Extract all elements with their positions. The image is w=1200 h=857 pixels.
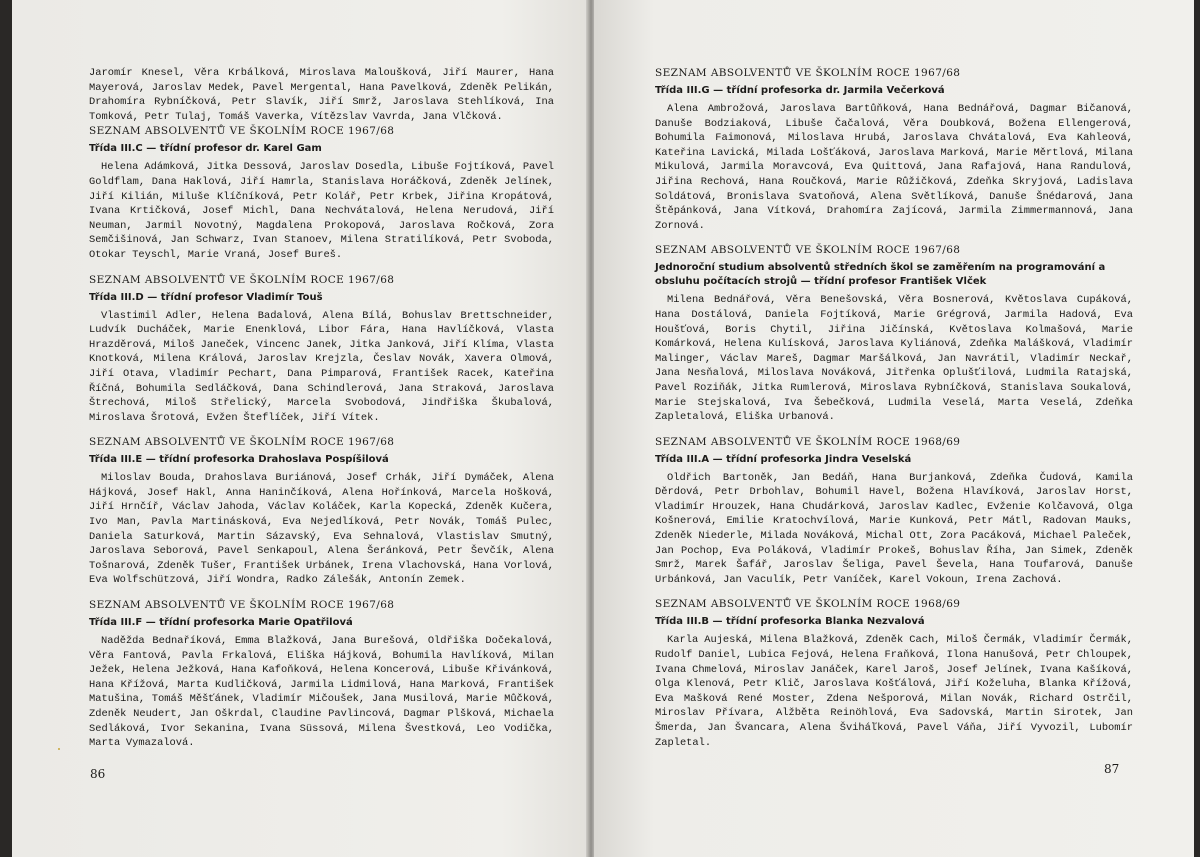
- section-1967-68-programming-course: [655, 243, 1133, 424]
- class-title: Jednoroční studium absolventů středních škol se zaměřením na programování a obsluhu počítacích strojů — třídní profesor František Vlček: [655, 262, 1106, 288]
- section-1967-68-class-g: [655, 66, 1133, 233]
- left-page-content: [89, 66, 554, 761]
- graduate-list: Alena Ambrožová, Jaroslava Bartůňková, Hana Bednářová, Dagmar Bičanová, Danuše Bodziaková, Libuše Čačalová, Věra Doubková, Božena Ellengerová, Bohumila Faimonová, Miloslava Hrubá, Jaroslava Chvátalová, Eva Kahleová, Kateřina Lavická, Milada Lošťáková, Jaroslava Marková, Marie Měrtlová, Milana Mikulová, Jarmila Moravcová, Eva Quittová, Jana Rafajová, Hana Randulová, Jiřina Rechová, Hana Roučková, Marie Růžičková, Zdeňka Skryjová, Ladislava Soldátová, Bronislava Svatoňová, Alena Světlíková, Danuše Šnédarová, Jana Štěpánková, Jana Vítková, Drahomíra Zajícová, Jarmila Zimmermannová, Jana Zornová.: [655, 103, 1133, 232]
- class-title: Třída III.F — třídní profesorka Marie Opatřilová: [89, 617, 353, 629]
- section-heading: SEZNAM ABSOLVENTŮ VE ŠKOLNÍM ROCE 1967/68: [89, 273, 395, 286]
- section-heading: SEZNAM ABSOLVENTŮ VE ŠKOLNÍM ROCE 1967/68: [655, 67, 961, 79]
- section-heading: SEZNAM ABSOLVENTŮ VE ŠKOLNÍM ROCE 1967/68: [89, 436, 395, 449]
- section-1967-68-class-f: [89, 598, 554, 751]
- section-1968-69-class-b: [655, 597, 1133, 750]
- class-title: Třída III.E — třídní profesorka Drahoslava Pospíšilová: [89, 454, 389, 466]
- graduate-list: Karla Aujeská, Milena Blažková, Zdeněk Cach, Miloš Čermák, Vladimír Čermák, Rudolf Daniel, Lubica Fejová, Helena Fraňková, Ilona Hanušová, Petr Chloupek, Ivana Chmelová, Miroslav Janáček, Karel Jaroš, Josef Jelínek, Ivana Kašíková, Olga Klenová, Petr Klič, Jaroslava Košťálová, Jiří Koželuha, Blanka Křížová, Eva Mašková René Moster, Zdena Nešporová, Milan Novák, Richard Ostrčil, Miroslav Přívara, Alžběta Reinöhlová, Eva Sadovská, Martin Sirotek, Jan Šmerda, Jan Švancara, Alena Šviháľková, Pavel Váňa, Jiří Vyvozil, Lubomír Zapletal.: [655, 634, 1133, 749]
- graduate-list: Miloslav Bouda, Drahoslava Buriánová, Josef Crhák, Jiří Dymáček, Alena Hájková, Josef Hakl, Anna Haninčíková, Alena Hořínková, Marcela Hošková, Jiří Hrnčíř, Václav Jahoda, Václav Koláček, Karla Kopecká, Zdeněk Kučera, Ivo Man, Pavla Martinásková, Eva Nejedlíková, Petr Novák, Tomáš Pulec, Daniela Saturková, Martin Sázavský, Eva Sehnalová, Vlastislav Smutný, Jaroslava Seborová, Pavel Senkapoul, Alena Šeránková, Petr Ševčík, Alena Tošnarová, Zdeněk Tušer, František Urbánek, Irena Vlachovská, Hana Vorlová, Eva Wolfschützová, Jiří Wondra, Radko Zálešák, Antonín Zemek.: [89, 472, 554, 587]
- section-1967-68-class-e: [89, 435, 554, 588]
- class-title: Třída III.C — třídní profesor dr. Karel Gam: [89, 143, 322, 155]
- page-number: 87: [1104, 762, 1120, 776]
- section-heading: SEZNAM ABSOLVENTŮ VE ŠKOLNÍM ROCE 1967/68: [89, 125, 395, 138]
- graduate-list: Oldřich Bartoněk, Jan Bedáň, Hana Burjanková, Zdeňka Čudová, Kamila Děrdová, Petr Drbohlav, Bohumil Havel, Božena Hlavíková, Jaroslav Horst, Vladimír Hrouzek, Hana Chudárková, Jaroslav Kadlec, Evženie Kolčavová, Olga Košnerová, Emilie Kratochvílová, Marie Kunková, Petr Mátl, Radovan Mauks, Zdeněk Niederle, Milada Nováková, Michal Ott, Zora Pacáková, Michael Paleček, Jan Pochop, Eva Poláková, Vladimír Prokeš, Bohuslav Říha, Jan Simek, Zdeněk Smrž, Marek Šafář, Jaroslav Šeliga, Pavel Ševela, Hana Toufarová, Danuše Urbánková, Jan Vaculík, Petr Vaníček, Karel Vokoun, Irena Zachová.: [655, 471, 1133, 586]
- class-title: Třída III.A — třídní profesorka Jindra Veselská: [655, 453, 912, 465]
- section-1967-68-class-c: [89, 124, 554, 262]
- graduate-list: Vlastimil Adler, Helena Badalová, Alena Bílá, Bohuslav Brettschneider, Ludvík Ducháček, Marie Enenklová, Libor Fára, Hana Havlíčková, Vlasta Hrazděrová, Miloš Janeček, Vincenc Janek, Jitka Janková, Jiří Klíma, Vlasta Knotková, Milena Králová, Jaroslav Krejzla, Česlav Novák, Xavera Olmová, Jiří Otava, Vladimír Pechart, Dana Pimparová, František Racek, Kateřina Říčná, Bohumila Sedláčková, Dana Schindlerová, Jana Straková, Jaroslava Štrechová, Miloš Střelický, Marcela Svobodová, Jindřiška Škubalová, Miroslava Šrotová, Evžen Šteflíček, Jiří Vítek.: [89, 309, 554, 424]
- left-page: [12, 0, 588, 857]
- section-1968-69-class-a: [655, 435, 1133, 588]
- section-heading: SEZNAM ABSOLVENTŮ VE ŠKOLNÍM ROCE 1968/69: [655, 598, 961, 611]
- graduate-list: Helena Adámková, Jitka Dessová, Jaroslav Dosedla, Libuše Fojtíková, Pavel Goldflam, Dana Haklová, Jiří Hamrla, Stanislava Horáčková, Zdeněk Jelínek, Jiří Kilián, Miluše Klíčníková, Petr Kolář, Petr Krbek, Jiřina Kropátová, Ivana Krtičková, Josef Michl, Dana Nechvátalová, Helena Nerudová, Jiří Neuman, Jarmil Novotný, Magdalena Prokopová, Jaroslava Ročková, Zora Semčišinová, Jan Schwarz, Ivan Stanoev, Milena Stratilíková, Petr Svoboda, Otokar Teyschl, Marie Vraná, Josef Bureš.: [89, 161, 554, 261]
- section-1967-68-class-d: [89, 273, 554, 426]
- class-title: Třída III.G — třídní profesorka dr. Jarmila Večerková: [655, 85, 945, 96]
- section-heading: SEZNAM ABSOLVENTŮ VE ŠKOLNÍM ROCE 1967/68: [89, 599, 395, 612]
- intro-names: Jaromír Knesel, Věra Krbálková, Miroslava Maloušková, Jiří Maurer, Hana Mayerová, Jaroslav Medek, Pavel Mergental, Hana Pavelková, Zdeněk Pelikán, Drahomíra Rybníčková, Petr Slavík, Jiří Smrž, Jaroslava Stehlíková, Ina Tomková, Petr Tulaj, Tomáš Vaverka, Vítězslav Vavrda, Jana Vlčková.: [89, 67, 554, 123]
- right-page-content: [655, 66, 1133, 760]
- paper-speck: [58, 748, 60, 750]
- section-heading: SEZNAM ABSOLVENTŮ VE ŠKOLNÍM ROCE 1968/69: [655, 435, 961, 448]
- section-heading: SEZNAM ABSOLVENTŮ VE ŠKOLNÍM ROCE 1967/68: [655, 244, 961, 257]
- right-page: [594, 0, 1194, 857]
- class-title: Třída III.B — třídní profesorka Blanka Nezvalová: [655, 616, 925, 628]
- page-number: 86: [90, 767, 106, 781]
- graduate-list: Milena Bednářová, Věra Benešovská, Věra Bosnerová, Květoslava Cupáková, Hana Dostálová, Daniela Fojtíková, Marie Grégrová, Jarmila Hadová, Eva Houšťová, Boris Chytil, Jiřina Jičínská, Květoslava Kolmašová, Marie Komárková, Helena Kulísková, Jaroslava Kyliánová, Zdeňka Malášková, Vladimír Malinger, Václav Mareš, Dagmar Maršálková, Jan Navrátil, Vladimír Neckař, Jana Nesňalová, Miloslava Nováková, Jitřenka Oplušťilová, Ludmila Ratajská, Pavel Roziňák, Jitka Rumlerová, Miroslava Rybníčková, Stanislava Soukalová, Marie Stejskalová, Iva Šebečková, Ludmila Veselá, Marta Veselá, Zdeňka Zapletalová, Eliška Urbanová.: [655, 294, 1133, 424]
- graduate-list: Naděžda Bednaříková, Emma Blažková, Jana Burešová, Oldřiška Dočekalová, Věra Fantová, Pavla Frkalová, Eliška Hájková, Bohumila Havlíková, Milan Ježek, Helena Ježková, Hana Kafoňková, Helena Koncerová, Libuše Křivánková, Hana Křížová, Marta Kudličková, Jarmila Lidmilová, Hana Marková, František Matušina, Tomáš Měšťánek, Vladimír Mičoušek, Jana Musilová, Marie Můčková, Zdeněk Neudert, Jan Oškrdal, Claudine Pavlincová, Dagmar Plšková, Michaela Sedláková, Ivor Sekanina, Ivana Süssová, Milena Švestková, Leo Vodička, Marta Vymazalová.: [89, 635, 554, 750]
- class-title: Třída III.D — třídní profesor Vladimír Touš: [89, 291, 323, 303]
